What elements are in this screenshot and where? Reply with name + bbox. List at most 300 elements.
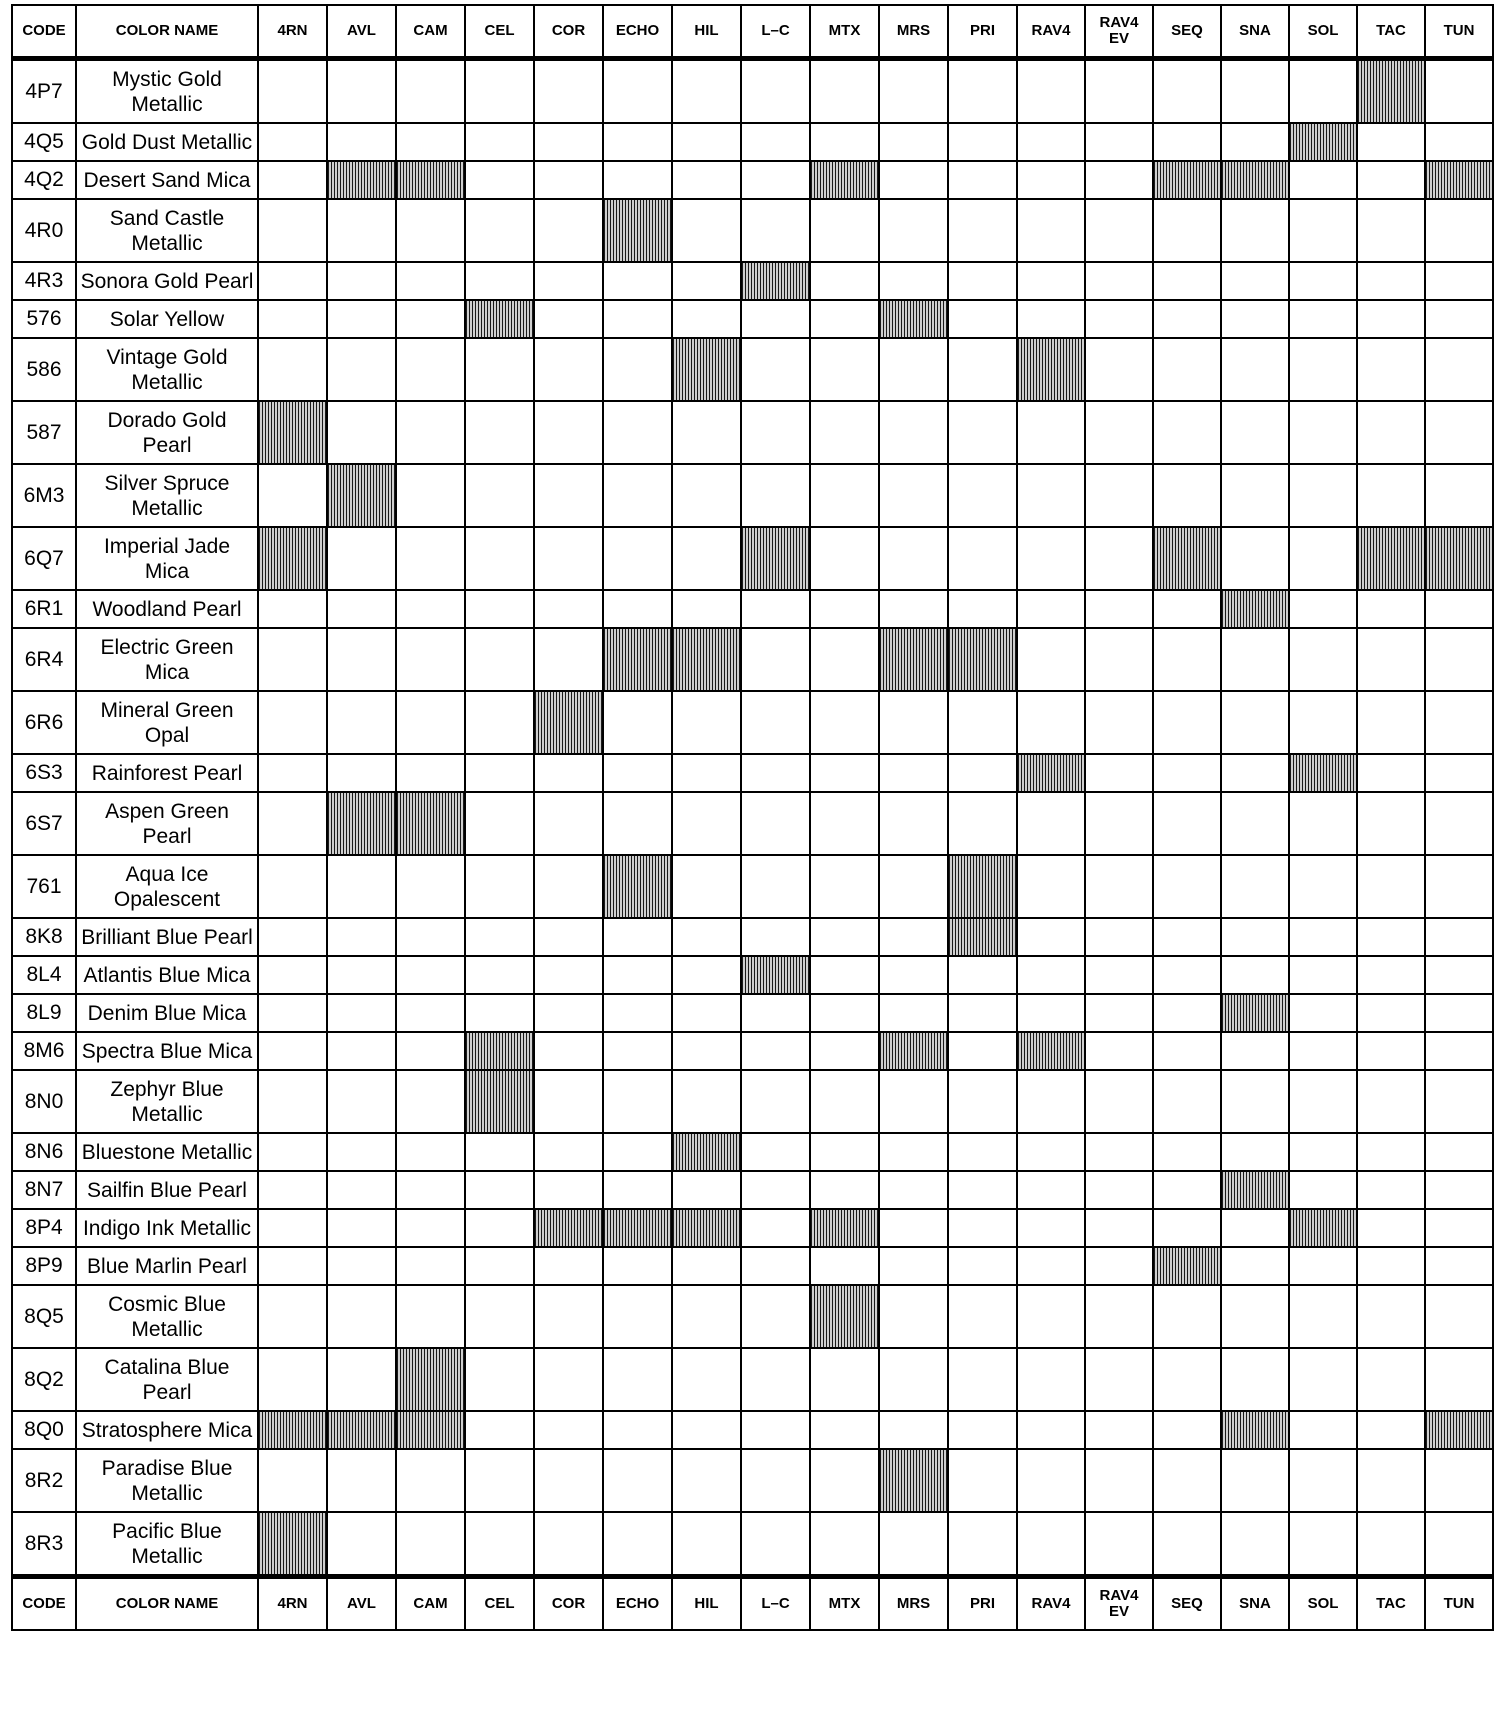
color-name-cell [76,338,258,401]
empty-cell [465,1285,534,1348]
empty-cell [258,855,327,918]
empty-cell [1357,1348,1425,1411]
empty-cell [258,691,327,754]
empty-cell [258,1070,327,1133]
color-code-cell: 6R6 [12,691,76,754]
empty-cell [1153,1285,1221,1348]
empty-cell [810,1171,879,1209]
availability-mark-cel [465,300,534,338]
empty-cell [327,1209,396,1247]
empty-cell [1153,59,1221,124]
empty-cell [1289,956,1357,994]
color-name-line: Spectra Blue Mica [81,1039,253,1063]
empty-cell [327,262,396,300]
color-name-line: Desert Sand Mica [83,168,251,192]
table-row [12,300,1493,338]
color-code-cell: 8N0 [12,1070,76,1133]
empty-cell [741,464,810,527]
bottom-model-header-seq: SEQ [1153,1577,1221,1631]
empty-cell [1425,1348,1493,1411]
empty-cell [1221,1209,1289,1247]
bottom-model-header-4rn: 4RN [258,1577,327,1631]
empty-cell [603,590,672,628]
empty-cell [1289,1285,1357,1348]
empty-cell [465,1171,534,1209]
empty-cell [1221,338,1289,401]
empty-cell [1289,994,1357,1032]
empty-cell [396,401,465,464]
empty-cell [741,59,810,124]
empty-cell [1289,1512,1357,1577]
empty-cell [810,994,879,1032]
empty-cell [258,1209,327,1247]
table-row [12,161,1493,199]
availability-mark-4rn [258,401,327,464]
empty-cell [1017,1247,1085,1285]
empty-cell [534,1512,603,1577]
empty-cell [1085,1512,1153,1577]
empty-cell [672,994,741,1032]
empty-cell [465,855,534,918]
empty-cell [741,691,810,754]
table-row [12,956,1493,994]
availability-mark-pri [948,628,1017,691]
empty-cell [879,199,948,262]
color-name-line: Metallic [131,1481,203,1505]
empty-cell [465,527,534,590]
empty-cell [258,1133,327,1171]
empty-cell [396,1247,465,1285]
empty-cell [879,161,948,199]
color-name-cell [76,59,258,124]
color-name-cell [76,1247,258,1285]
empty-cell [1289,855,1357,918]
empty-cell [1425,918,1493,956]
color-name-line: Opal [144,723,190,747]
empty-cell [1017,1512,1085,1577]
empty-cell [396,994,465,1032]
empty-cell [1153,994,1221,1032]
empty-cell [948,1171,1017,1209]
empty-cell [879,1070,948,1133]
empty-cell [1425,1512,1493,1577]
color-name-cell [76,262,258,300]
empty-cell [1357,628,1425,691]
empty-cell [948,754,1017,792]
empty-cell [1221,300,1289,338]
color-name-cell [76,1032,258,1070]
empty-cell [810,1449,879,1512]
empty-cell [741,628,810,691]
empty-cell [258,59,327,124]
empty-cell [327,918,396,956]
empty-cell [396,464,465,527]
top-model-header-l-c: L–C [741,5,810,59]
empty-cell [327,590,396,628]
empty-cell [396,338,465,401]
color-name-line: Metallic [131,92,203,116]
empty-cell [741,918,810,956]
bottom-model-header-sol: SOL [1289,1577,1357,1631]
empty-cell [465,691,534,754]
empty-cell [948,1133,1017,1171]
empty-cell [741,1449,810,1512]
top-model-header-mtx: MTX [810,5,879,59]
empty-cell [741,994,810,1032]
empty-cell [741,1070,810,1133]
availability-mark-sna [1221,994,1289,1032]
empty-cell [603,1285,672,1348]
empty-cell [1289,59,1357,124]
table-row [12,1411,1493,1449]
empty-cell [603,1032,672,1070]
empty-cell [603,1449,672,1512]
color-name-cell [76,1449,258,1512]
table-row [12,527,1493,590]
empty-cell [672,918,741,956]
availability-mark-cel [465,1070,534,1133]
empty-cell [396,1171,465,1209]
bottom-model-header-cor: COR [534,1577,603,1631]
color-name-line: Vintage Gold [106,345,228,369]
color-name-cell [76,161,258,199]
availability-mark-echo [603,855,672,918]
availability-mark-avl [327,792,396,855]
empty-cell [879,123,948,161]
empty-cell [1289,792,1357,855]
empty-cell [1289,262,1357,300]
empty-cell [810,628,879,691]
empty-cell [603,1247,672,1285]
table-row [12,918,1493,956]
empty-cell [1153,1070,1221,1133]
empty-cell [879,792,948,855]
empty-cell [948,1285,1017,1348]
empty-cell [396,691,465,754]
empty-cell [948,994,1017,1032]
empty-cell [1357,1032,1425,1070]
empty-cell [810,338,879,401]
empty-cell [879,1512,948,1577]
empty-cell [1017,1209,1085,1247]
empty-cell [1017,262,1085,300]
empty-cell [741,1348,810,1411]
availability-mark-cor [534,1209,603,1247]
empty-cell [672,527,741,590]
empty-cell [1289,1133,1357,1171]
empty-cell [603,1348,672,1411]
empty-cell [396,123,465,161]
empty-cell [603,754,672,792]
empty-cell [327,1032,396,1070]
empty-cell [1357,300,1425,338]
color-code-cell: 6R1 [12,590,76,628]
table-row [12,1285,1493,1348]
table-row [12,199,1493,262]
color-name-cell [76,1209,258,1247]
empty-cell [1425,338,1493,401]
color-name-cell [76,1133,258,1171]
empty-cell [1425,956,1493,994]
empty-cell [396,590,465,628]
empty-cell [879,1411,948,1449]
empty-cell [327,691,396,754]
empty-cell [1221,628,1289,691]
empty-cell [1357,1247,1425,1285]
empty-cell [396,1512,465,1577]
empty-cell [810,754,879,792]
empty-cell [948,262,1017,300]
bottom-model-header-tun: TUN [1425,1577,1493,1631]
empty-cell [258,590,327,628]
empty-cell [1221,1512,1289,1577]
empty-cell [534,300,603,338]
empty-cell [672,1032,741,1070]
color-name-line: Aspen Green [105,799,229,823]
empty-cell [879,1209,948,1247]
empty-cell [672,1348,741,1411]
empty-cell [1153,792,1221,855]
empty-cell [1357,691,1425,754]
empty-cell [258,1171,327,1209]
availability-mark-sna [1221,590,1289,628]
empty-cell [948,1512,1017,1577]
empty-cell [879,956,948,994]
empty-cell [534,994,603,1032]
empty-cell [1085,956,1153,994]
empty-cell [948,1032,1017,1070]
table-body [12,59,1493,1577]
empty-cell [396,918,465,956]
top-model-header-seq: SEQ [1153,5,1221,59]
empty-cell [672,199,741,262]
empty-cell [672,855,741,918]
empty-cell [1017,628,1085,691]
empty-cell [1153,1348,1221,1411]
empty-cell [258,792,327,855]
empty-cell [396,59,465,124]
model-header-line: EV [1108,1603,1129,1620]
empty-cell [1017,1449,1085,1512]
availability-mark-sna [1221,161,1289,199]
color-name-cell [76,300,258,338]
availability-mark-hil [672,628,741,691]
empty-cell [741,1512,810,1577]
availability-mark-rav4 [1017,754,1085,792]
table-row [12,754,1493,792]
color-code-cell: 8R2 [12,1449,76,1512]
empty-cell [1357,1133,1425,1171]
top-model-header-4rn: 4RN [258,5,327,59]
empty-cell [603,956,672,994]
empty-cell [879,754,948,792]
color-name-line: Mineral Green [100,698,234,722]
availability-mark-hil [672,338,741,401]
empty-cell [1017,300,1085,338]
empty-cell [741,199,810,262]
availability-mark-sol [1289,1209,1357,1247]
color-name-cell [76,1512,258,1577]
empty-cell [741,855,810,918]
color-name-line: Atlantis Blue Mica [83,963,251,987]
color-name-cell [76,1348,258,1411]
empty-cell [1153,1449,1221,1512]
empty-cell [1221,1449,1289,1512]
empty-cell [534,1449,603,1512]
table-row [12,262,1493,300]
empty-cell [948,401,1017,464]
empty-cell [258,918,327,956]
empty-cell [1017,918,1085,956]
color-code-cell: 4R0 [12,199,76,262]
table-row [12,994,1493,1032]
empty-cell [1357,1512,1425,1577]
empty-cell [1085,1247,1153,1285]
color-name-cell [76,628,258,691]
empty-cell [327,994,396,1032]
empty-cell [810,956,879,994]
availability-mark-mrs [879,1449,948,1512]
empty-cell [1289,338,1357,401]
availability-mark-echo [603,199,672,262]
empty-cell [672,754,741,792]
empty-cell [879,464,948,527]
empty-cell [741,338,810,401]
color-name-cell [76,855,258,918]
empty-cell [1085,1032,1153,1070]
empty-cell [1425,1171,1493,1209]
empty-cell [1085,1171,1153,1209]
empty-cell [810,1348,879,1411]
color-name-line: Mica [144,559,190,583]
empty-cell [534,262,603,300]
color-code-cell: 8N6 [12,1133,76,1171]
empty-cell [465,1512,534,1577]
color-code-cell: 8P9 [12,1247,76,1285]
empty-cell [810,1247,879,1285]
empty-cell [465,1133,534,1171]
empty-cell [1085,262,1153,300]
empty-cell [741,590,810,628]
bottom-color-name-header: COLOR NAME [76,1577,258,1631]
empty-cell [465,401,534,464]
color-name-line: Denim Blue Mica [87,1001,247,1025]
table-row [12,1171,1493,1209]
empty-cell [1085,1133,1153,1171]
empty-cell [1153,401,1221,464]
empty-cell [534,161,603,199]
color-code-cell: 4Q5 [12,123,76,161]
empty-cell [258,956,327,994]
empty-cell [672,1171,741,1209]
empty-cell [465,792,534,855]
bottom-model-header-pri: PRI [948,1577,1017,1631]
availability-mark-mtx [810,161,879,199]
table-row [12,1070,1493,1133]
empty-cell [810,1512,879,1577]
bottom-model-header-avl: AVL [327,1577,396,1631]
availability-mark-l-c [741,527,810,590]
color-code-cell: 587 [12,401,76,464]
empty-cell [327,199,396,262]
empty-cell [534,918,603,956]
empty-cell [672,1285,741,1348]
empty-cell [1425,994,1493,1032]
model-header-line: RAV4 [1099,1587,1139,1604]
empty-cell [1357,1070,1425,1133]
empty-cell [672,401,741,464]
empty-cell [327,956,396,994]
empty-cell [1289,1449,1357,1512]
color-name-line: Electric Green [100,635,234,659]
model-header-line: RAV4 [1099,14,1139,31]
empty-cell [1085,338,1153,401]
empty-cell [1017,1411,1085,1449]
empty-cell [1425,1070,1493,1133]
color-code-cell: 8Q2 [12,1348,76,1411]
empty-cell [948,1070,1017,1133]
empty-cell [879,691,948,754]
color-name-line: Cosmic Blue [108,1292,226,1316]
empty-cell [1085,691,1153,754]
empty-cell [810,59,879,124]
availability-mark-mrs [879,628,948,691]
empty-cell [1425,691,1493,754]
color-code-cell: 4R3 [12,262,76,300]
top-code-header: CODE [12,5,76,59]
empty-cell [741,754,810,792]
empty-cell [1085,1285,1153,1348]
empty-cell [465,59,534,124]
empty-cell [1085,1411,1153,1449]
empty-cell [465,1449,534,1512]
availability-mark-l-c [741,956,810,994]
empty-cell [1425,300,1493,338]
empty-cell [1425,628,1493,691]
empty-cell [1357,199,1425,262]
top-model-header-mrs: MRS [879,5,948,59]
availability-mark-sna [1221,1411,1289,1449]
color-code-cell: 8P4 [12,1209,76,1247]
empty-cell [1221,956,1289,994]
empty-cell [1289,1348,1357,1411]
empty-cell [258,300,327,338]
empty-cell [1017,1171,1085,1209]
empty-cell [672,123,741,161]
empty-cell [534,401,603,464]
empty-cell [603,691,672,754]
color-name-line: Pearl [142,433,192,457]
empty-cell [258,754,327,792]
empty-cell [810,1032,879,1070]
empty-cell [1085,994,1153,1032]
top-model-header-sna: SNA [1221,5,1289,59]
empty-cell [396,628,465,691]
color-code-cell: 4P7 [12,59,76,124]
empty-cell [1153,918,1221,956]
empty-cell [672,161,741,199]
empty-cell [1017,161,1085,199]
empty-cell [327,628,396,691]
color-name-line: Opalescent [113,887,221,911]
empty-cell [327,1133,396,1171]
empty-cell [1221,199,1289,262]
empty-cell [672,590,741,628]
empty-cell [1017,994,1085,1032]
availability-mark-cor [534,691,603,754]
empty-cell [534,1348,603,1411]
availability-mark-rav4 [1017,1032,1085,1070]
